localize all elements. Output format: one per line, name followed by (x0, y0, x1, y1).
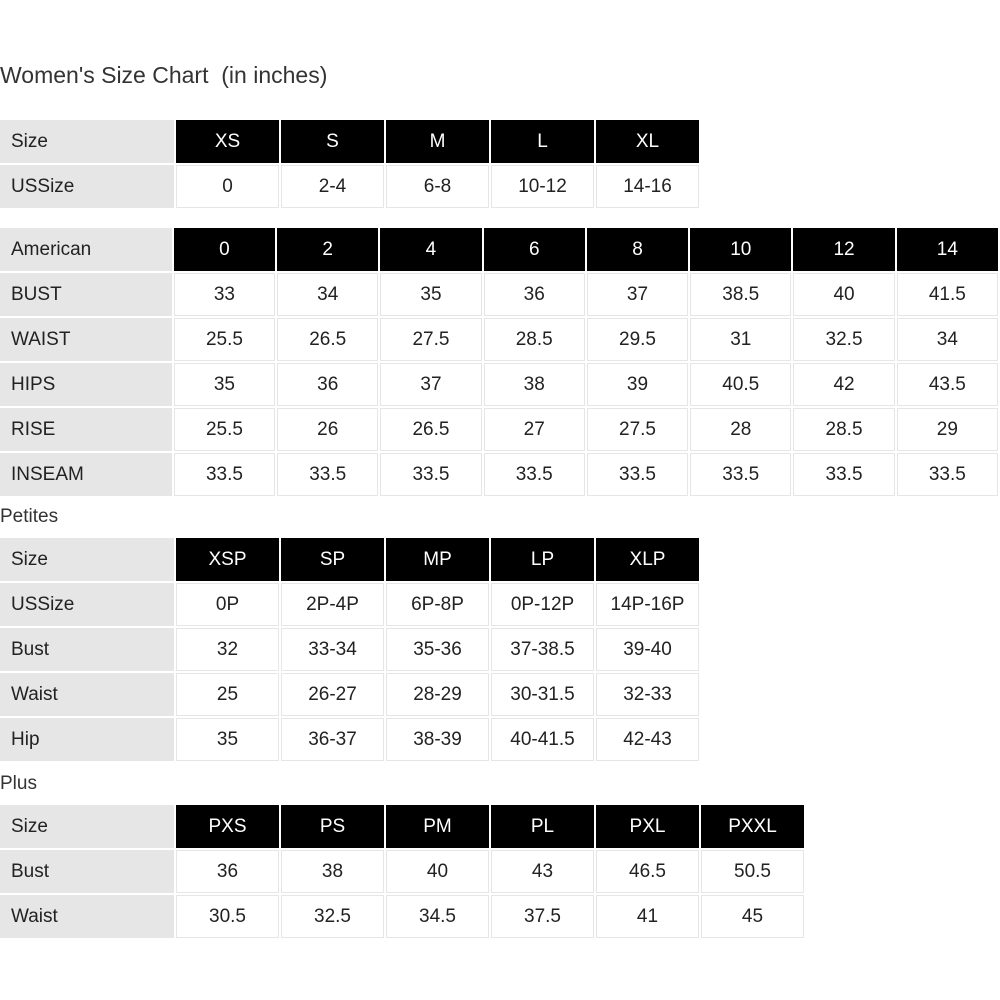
table-cell: 34 (277, 273, 378, 316)
table-cell: 41 (596, 895, 699, 938)
row-label-bust: Bust (0, 850, 174, 893)
table-cell: 43 (491, 850, 594, 893)
size-header-cell: XL (596, 120, 699, 163)
row-label-waist: Waist (0, 673, 174, 716)
size-header-cell: XS (176, 120, 279, 163)
size-header-cell: 8 (587, 228, 688, 271)
table-cell: 36-37 (281, 718, 384, 761)
table-cell: 35 (176, 718, 279, 761)
table-cell: 32.5 (793, 318, 894, 361)
table-cell: 46.5 (596, 850, 699, 893)
row-label-rise: RISE (0, 408, 172, 451)
table-cell: 36 (277, 363, 378, 406)
table-cell: 0 (176, 165, 279, 208)
row-label-size: Size (0, 538, 174, 581)
table-row (0, 318, 998, 361)
table-cell: 25.5 (174, 408, 275, 451)
table-row (0, 538, 699, 581)
table-cell: 33.5 (380, 453, 481, 496)
table-cell: 34.5 (386, 895, 489, 938)
size-header-cell: PXS (176, 805, 279, 848)
table-cell: 29 (897, 408, 998, 451)
table-cell: 33.5 (484, 453, 585, 496)
petites-size-table (0, 536, 701, 763)
table-cell: 25.5 (174, 318, 275, 361)
table-cell: 27.5 (380, 318, 481, 361)
table-row (0, 673, 699, 716)
size-header-cell: L (491, 120, 594, 163)
size-header-cell: XLP (596, 538, 699, 581)
page-title: Women's Size Chart (in inches) (0, 62, 328, 88)
table-cell: 2P-4P (281, 583, 384, 626)
table-cell: 28-29 (386, 673, 489, 716)
table-cell: 14-16 (596, 165, 699, 208)
table-cell: 33.5 (277, 453, 378, 496)
table-cell: 33 (174, 273, 275, 316)
table-cell: 37 (587, 273, 688, 316)
row-label-american: American (0, 228, 172, 271)
table-cell: 0P (176, 583, 279, 626)
table-cell: 36 (484, 273, 585, 316)
row-label-bust: BUST (0, 273, 172, 316)
size-header-cell: 6 (484, 228, 585, 271)
table-row (0, 165, 699, 208)
table-cell: 39-40 (596, 628, 699, 671)
table-cell: 10-12 (491, 165, 594, 208)
table-cell: 33.5 (174, 453, 275, 496)
table-cell: 50.5 (701, 850, 804, 893)
table-cell: 33.5 (690, 453, 791, 496)
table-cell: 34 (897, 318, 998, 361)
table-cell: 32 (176, 628, 279, 671)
row-label-hips: HIPS (0, 363, 172, 406)
table-cell: 28.5 (793, 408, 894, 451)
size-header-cell: 12 (793, 228, 894, 271)
size-header-cell: 14 (897, 228, 998, 271)
table-cell: 37-38.5 (491, 628, 594, 671)
row-label-waist: WAIST (0, 318, 172, 361)
table-cell: 40 (386, 850, 489, 893)
table-row (0, 408, 998, 451)
table-cell: 6-8 (386, 165, 489, 208)
size-header-cell: 2 (277, 228, 378, 271)
table-cell: 32-33 (596, 673, 699, 716)
row-label-bust: Bust (0, 628, 174, 671)
size-header-cell: PS (281, 805, 384, 848)
size-header-cell: MP (386, 538, 489, 581)
size-header-cell: PL (491, 805, 594, 848)
table-cell: 43.5 (897, 363, 998, 406)
table-cell: 40 (793, 273, 894, 316)
table-cell: 37 (380, 363, 481, 406)
table-row (0, 453, 998, 496)
size-header-cell: 0 (174, 228, 275, 271)
table-cell: 39 (587, 363, 688, 406)
table-cell: 26.5 (277, 318, 378, 361)
table-row (0, 228, 998, 271)
table-cell: 37.5 (491, 895, 594, 938)
size-header-cell: 10 (690, 228, 791, 271)
table-row (0, 583, 699, 626)
size-header-cell: 4 (380, 228, 481, 271)
size-header-cell: PXXL (701, 805, 804, 848)
table-cell: 45 (701, 895, 804, 938)
table-cell: 0P-12P (491, 583, 594, 626)
table-cell: 38-39 (386, 718, 489, 761)
table-cell: 41.5 (897, 273, 998, 316)
table-cell: 31 (690, 318, 791, 361)
table-cell: 38 (281, 850, 384, 893)
table-cell: 36 (176, 850, 279, 893)
row-label-us-size: USSize (0, 165, 174, 208)
row-label-hip: Hip (0, 718, 174, 761)
plus-size-table (0, 803, 806, 940)
american-measurements-table (0, 226, 1000, 498)
table-cell: 40.5 (690, 363, 791, 406)
table-cell: 28 (690, 408, 791, 451)
table-cell: 28.5 (484, 318, 585, 361)
table-cell: 27 (484, 408, 585, 451)
table-cell: 42 (793, 363, 894, 406)
size-header-cell: M (386, 120, 489, 163)
row-label-inseam: INSEAM (0, 453, 172, 496)
table-cell: 6P-8P (386, 583, 489, 626)
size-header-cell: LP (491, 538, 594, 581)
table-cell: 14P-16P (596, 583, 699, 626)
row-label-size: Size (0, 805, 174, 848)
table-cell: 32.5 (281, 895, 384, 938)
table-row (0, 718, 699, 761)
table-row (0, 273, 998, 316)
table-row (0, 805, 804, 848)
table-cell: 35 (174, 363, 275, 406)
table-cell: 42-43 (596, 718, 699, 761)
table-cell: 33.5 (793, 453, 894, 496)
table-row (0, 850, 804, 893)
section-title-plus: Plus (0, 773, 37, 794)
row-label-size: Size (0, 120, 174, 163)
section-title-petites: Petites (0, 506, 59, 527)
table-row (0, 895, 804, 938)
table-cell: 26 (277, 408, 378, 451)
row-label-us-size: USSize (0, 583, 174, 626)
table-cell: 26.5 (380, 408, 481, 451)
table-cell: 27.5 (587, 408, 688, 451)
size-header-cell: XSP (176, 538, 279, 581)
table-cell: 30.5 (176, 895, 279, 938)
table-cell: 40-41.5 (491, 718, 594, 761)
table-cell: 33-34 (281, 628, 384, 671)
table-cell: 2-4 (281, 165, 384, 208)
size-header-cell: SP (281, 538, 384, 581)
table-cell: 30-31.5 (491, 673, 594, 716)
table-cell: 35 (380, 273, 481, 316)
table-cell: 33.5 (587, 453, 688, 496)
size-header-cell: S (281, 120, 384, 163)
table-cell: 35-36 (386, 628, 489, 671)
table-row (0, 363, 998, 406)
table-cell: 25 (176, 673, 279, 716)
size-header-cell: PXL (596, 805, 699, 848)
table-cell: 33.5 (897, 453, 998, 496)
table-cell: 38.5 (690, 273, 791, 316)
women-size-table (0, 118, 701, 210)
table-row (0, 628, 699, 671)
row-label-waist: Waist (0, 895, 174, 938)
table-cell: 26-27 (281, 673, 384, 716)
table-row (0, 120, 699, 163)
table-cell: 38 (484, 363, 585, 406)
table-cell: 29.5 (587, 318, 688, 361)
size-header-cell: PM (386, 805, 489, 848)
